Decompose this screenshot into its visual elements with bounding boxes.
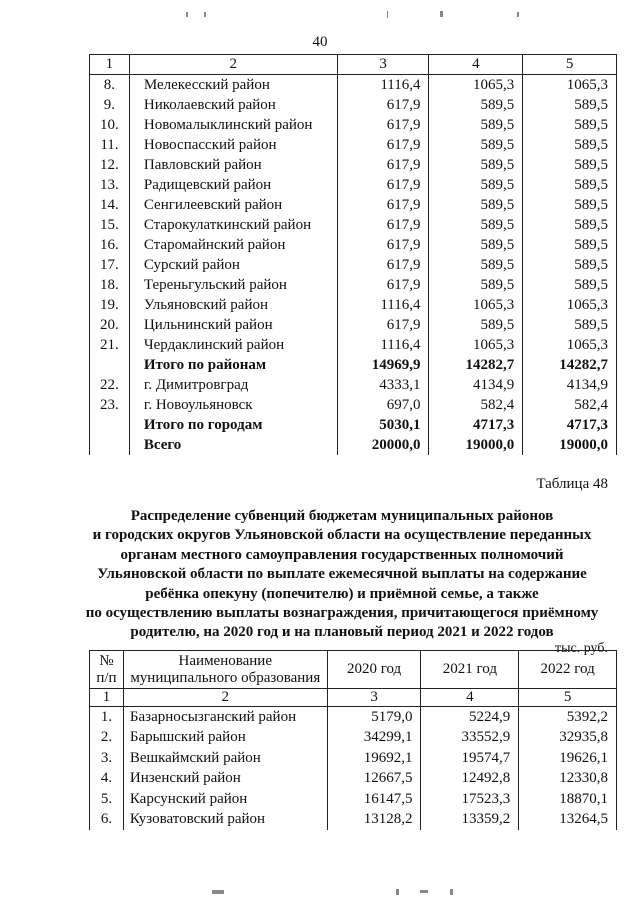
value-2020: 5179,0 — [327, 707, 421, 728]
column-index: 3 — [327, 689, 421, 707]
value-2021: 4134,9 — [429, 375, 523, 395]
municipality-name: Итого по районам — [129, 355, 337, 375]
value-2020: 617,9 — [337, 135, 429, 155]
value-2021: 589,5 — [429, 115, 523, 135]
value-2020: 4333,1 — [337, 375, 429, 395]
table-row — [90, 748, 617, 769]
row-number: 21. — [90, 335, 130, 355]
header-year-2020: 2020 год — [327, 651, 421, 689]
municipality-name: Барышский район — [123, 727, 327, 748]
header-name-line: муниципального образования — [130, 669, 321, 686]
value-2022: 18870,1 — [519, 789, 617, 810]
row-number: 17. — [90, 255, 130, 275]
caption-line: Ульяновской области по выплате ежемесячной выплаты на содержание — [97, 566, 587, 583]
value-2021: 5224,9 — [421, 707, 519, 728]
row-number: 19. — [90, 295, 130, 315]
table-row — [90, 195, 617, 215]
column-index: 1 — [90, 55, 130, 75]
value-2022: 589,5 — [523, 195, 617, 215]
row-number: 22. — [90, 375, 130, 395]
row-number — [90, 435, 130, 455]
value-2022: 582,4 — [523, 395, 617, 415]
value-2020: 12667,5 — [327, 768, 421, 789]
row-number: 14. — [90, 195, 130, 215]
value-2020: 1116,4 — [337, 75, 429, 96]
value-2021: 589,5 — [429, 175, 523, 195]
value-2020: 19692,1 — [327, 748, 421, 769]
column-index: 1 — [90, 689, 124, 707]
value-2020: 697,0 — [337, 395, 429, 415]
row-number — [90, 355, 130, 375]
table-row — [90, 115, 617, 135]
value-2020: 617,9 — [337, 175, 429, 195]
table-total-row — [90, 355, 617, 375]
row-number: 10. — [90, 115, 130, 135]
municipality-name: Цильнинский район — [129, 315, 337, 335]
table-header-row — [90, 651, 617, 689]
table-row — [90, 155, 617, 175]
scan-mark — [420, 890, 428, 893]
units-label: тыс. руб. — [555, 641, 608, 656]
scan-mark — [396, 889, 399, 895]
municipality-name: Чердаклинский район — [129, 335, 337, 355]
value-2022: 589,5 — [523, 95, 617, 115]
value-2020: 1116,4 — [337, 335, 429, 355]
row-number: 12. — [90, 155, 130, 175]
value-2020: 617,9 — [337, 155, 429, 175]
table-label: Таблица 48 — [536, 476, 608, 492]
municipality-name: Новомалыклинский район — [129, 115, 337, 135]
municipality-name: Сурский район — [129, 255, 337, 275]
row-number: 9. — [90, 95, 130, 115]
value-2021: 1065,3 — [429, 75, 523, 96]
municipality-name: Старомайнский район — [129, 235, 337, 255]
municipality-name: Итого по городам — [129, 415, 337, 435]
value-2021: 589,5 — [429, 235, 523, 255]
value-2022: 589,5 — [523, 175, 617, 195]
page-number: 40 — [312, 34, 328, 50]
row-number: 6. — [90, 809, 124, 830]
table-row — [90, 727, 617, 748]
row-number: 16. — [90, 235, 130, 255]
column-index: 2 — [129, 55, 337, 75]
value-2020: 16147,5 — [327, 789, 421, 810]
table-row — [90, 255, 617, 275]
value-2022: 589,5 — [523, 255, 617, 275]
value-2020: 617,9 — [337, 195, 429, 215]
row-number: 2. — [90, 727, 124, 748]
municipality-name: г. Новоульяновск — [129, 395, 337, 415]
municipality-name: Сенгилеевский район — [129, 195, 337, 215]
value-2020: 34299,1 — [327, 727, 421, 748]
header-number-line: п/п — [96, 669, 117, 686]
municipality-name: г. Димитровград — [129, 375, 337, 395]
municipality-name: Павловский район — [129, 155, 337, 175]
table-48 — [89, 650, 617, 830]
row-number: 4. — [90, 768, 124, 789]
value-2022: 589,5 — [523, 315, 617, 335]
value-2021: 19000,0 — [429, 435, 523, 455]
table-row — [90, 135, 617, 155]
municipality-name: Старокулаткинский район — [129, 215, 337, 235]
value-2022: 14282,7 — [523, 355, 617, 375]
value-2022: 19626,1 — [519, 748, 617, 769]
value-2020: 617,9 — [337, 275, 429, 295]
scan-mark — [440, 11, 443, 17]
caption-line: родителю, на 2020 год и на плановый период 2021 и 2022 годов — [130, 624, 554, 641]
header-name-line: Наименование — [178, 652, 272, 669]
value-2022: 4717,3 — [523, 415, 617, 435]
table-total-row — [90, 415, 617, 435]
caption-line: Распределение субвенций бюджетам муниципальных районов — [130, 508, 554, 524]
value-2020: 617,9 — [337, 115, 429, 135]
row-number: 20. — [90, 315, 130, 335]
value-2022: 589,5 — [523, 115, 617, 135]
scan-mark — [212, 890, 224, 894]
municipality-name: Тереньгульский район — [129, 275, 337, 295]
column-index: 2 — [123, 689, 327, 707]
value-2022: 4134,9 — [523, 375, 617, 395]
value-2021: 582,4 — [429, 395, 523, 415]
table-row — [90, 707, 617, 728]
table-row — [90, 809, 617, 830]
scan-mark — [186, 12, 188, 17]
column-index: 5 — [523, 55, 617, 75]
value-2021: 1065,3 — [429, 335, 523, 355]
header-year-2022: 2022 год — [519, 651, 617, 689]
value-2021: 589,5 — [429, 135, 523, 155]
table-row — [90, 75, 617, 96]
value-2020: 617,9 — [337, 95, 429, 115]
municipality-name: Мелекесский район — [129, 75, 337, 96]
row-number: 13. — [90, 175, 130, 195]
table-row — [90, 789, 617, 810]
header-number — [90, 651, 124, 689]
value-2021: 14282,7 — [429, 355, 523, 375]
value-2022: 1065,3 — [523, 335, 617, 355]
municipality-name: Кузоватовский район — [123, 809, 327, 830]
value-2022: 19000,0 — [523, 435, 617, 455]
value-2022: 12330,8 — [519, 768, 617, 789]
scan-mark — [517, 12, 519, 17]
table-row — [90, 335, 617, 355]
table-subventions-continued — [89, 54, 617, 455]
table-row — [90, 375, 617, 395]
table-index-row — [90, 55, 617, 75]
table-index-row — [90, 689, 617, 707]
scan-mark — [387, 11, 388, 18]
row-number: 11. — [90, 135, 130, 155]
value-2022: 589,5 — [523, 155, 617, 175]
value-2021: 589,5 — [429, 95, 523, 115]
row-number: 23. — [90, 395, 130, 415]
value-2022: 589,5 — [523, 215, 617, 235]
table-row — [90, 175, 617, 195]
value-2020: 617,9 — [337, 235, 429, 255]
value-2020: 617,9 — [337, 315, 429, 335]
municipality-name: Базарносызганский район — [123, 707, 327, 728]
value-2020: 13128,2 — [327, 809, 421, 830]
caption-line: ребёнка опекуну (попечителю) и приёмной семье, а также — [145, 585, 539, 602]
municipality-name: Радищевский район — [129, 175, 337, 195]
value-2021: 589,5 — [429, 275, 523, 295]
value-2022: 589,5 — [523, 235, 617, 255]
value-2020: 617,9 — [337, 255, 429, 275]
row-number: 18. — [90, 275, 130, 295]
value-2021: 12492,8 — [421, 768, 519, 789]
municipality-name: Николаевский район — [129, 95, 337, 115]
table-row — [90, 215, 617, 235]
value-2021: 589,5 — [429, 195, 523, 215]
row-number: 3. — [90, 748, 124, 769]
value-2021: 589,5 — [429, 155, 523, 175]
value-2022: 1065,3 — [523, 295, 617, 315]
value-2021: 19574,7 — [421, 748, 519, 769]
value-2021: 33552,9 — [421, 727, 519, 748]
value-2020: 14969,9 — [337, 355, 429, 375]
header-year-2021: 2021 год — [421, 651, 519, 689]
value-2020: 5030,1 — [337, 415, 429, 435]
municipality-name: Вешкаймский район — [123, 748, 327, 769]
municipality-name: Всего — [129, 435, 337, 455]
scan-mark — [450, 889, 453, 895]
value-2020: 1116,4 — [337, 295, 429, 315]
value-2021: 4717,3 — [429, 415, 523, 435]
header-number-line: № — [99, 652, 114, 669]
row-number — [90, 415, 130, 435]
table-row — [90, 768, 617, 789]
municipality-name: Новоспасский район — [129, 135, 337, 155]
scan-mark — [204, 12, 206, 17]
caption-line: органам местного самоуправления государственных полномочий — [120, 546, 564, 563]
value-2022: 589,5 — [523, 275, 617, 295]
table-total-row — [90, 435, 617, 455]
municipality-name: Ульяновский район — [129, 295, 337, 315]
table-caption — [72, 507, 612, 643]
table-row — [90, 95, 617, 115]
value-2022: 32935,8 — [519, 727, 617, 748]
value-2021: 1065,3 — [429, 295, 523, 315]
column-index: 4 — [429, 55, 523, 75]
row-number: 8. — [90, 75, 130, 96]
value-2022: 589,5 — [523, 135, 617, 155]
caption-line: и городских округов Ульяновской области на осуществление переданных — [92, 527, 592, 544]
table-row — [90, 315, 617, 335]
value-2020: 20000,0 — [337, 435, 429, 455]
value-2022: 1065,3 — [523, 75, 617, 96]
row-number: 15. — [90, 215, 130, 235]
value-2021: 17523,3 — [421, 789, 519, 810]
value-2022: 5392,2 — [519, 707, 617, 728]
value-2021: 13359,2 — [421, 809, 519, 830]
row-number: 5. — [90, 789, 124, 810]
municipality-name: Инзенский район — [123, 768, 327, 789]
column-index: 4 — [421, 689, 519, 707]
value-2022: 13264,5 — [519, 809, 617, 830]
value-2021: 589,5 — [429, 315, 523, 335]
header-name — [123, 651, 327, 689]
value-2021: 589,5 — [429, 215, 523, 235]
table-row — [90, 395, 617, 415]
column-index: 5 — [519, 689, 617, 707]
value-2020: 617,9 — [337, 215, 429, 235]
row-number: 1. — [90, 707, 124, 728]
value-2021: 589,5 — [429, 255, 523, 275]
column-index: 3 — [337, 55, 429, 75]
table-row — [90, 275, 617, 295]
table-row — [90, 295, 617, 315]
municipality-name: Карсунский район — [123, 789, 327, 810]
table-row — [90, 235, 617, 255]
caption-line: по осуществлению выплаты вознаграждения, причитающегося приёмному — [85, 605, 599, 622]
